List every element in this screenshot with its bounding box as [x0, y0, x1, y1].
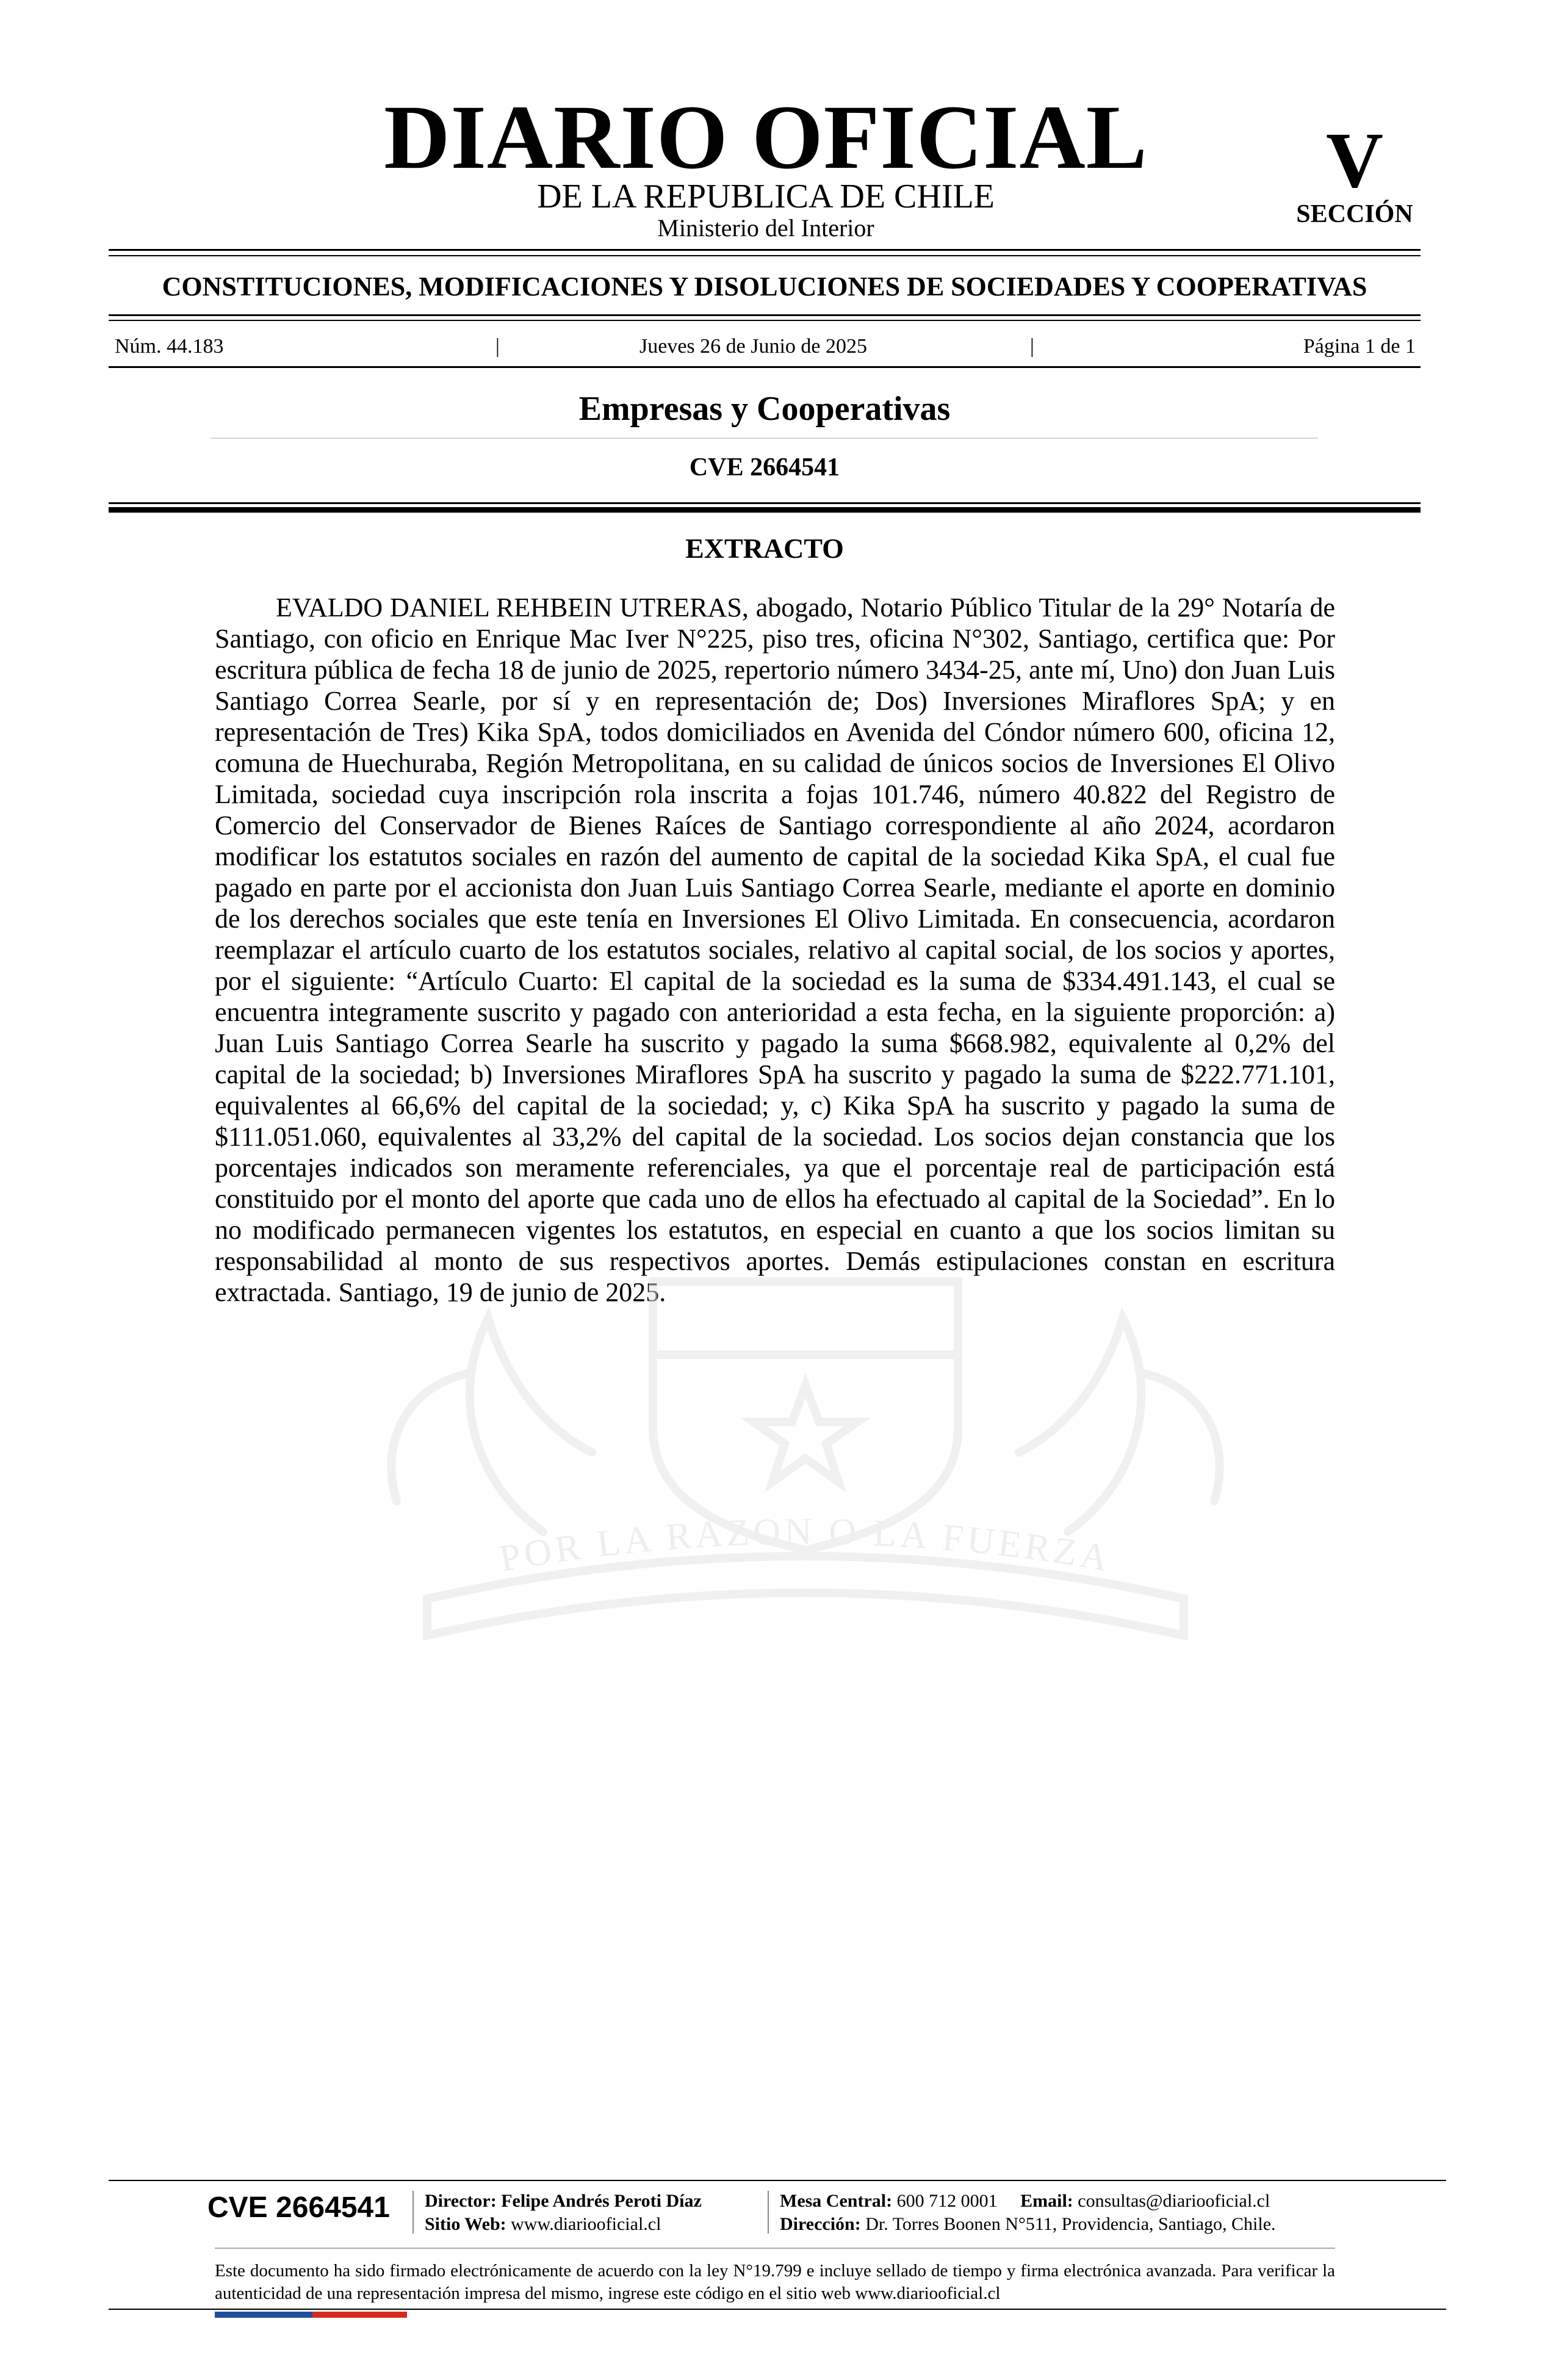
issue-separator: |: [495, 335, 500, 358]
director-label: Director:: [425, 2191, 497, 2211]
phone-number: 600 712 0001: [896, 2191, 998, 2211]
divider: [109, 507, 1421, 513]
divider: [109, 314, 1421, 316]
flag-stripe-red: [312, 2312, 407, 2318]
divider: [211, 438, 1318, 439]
document-body: EVALDO DANIEL REHBEIN UTRERAS, abogado, Notario Público Titular de la 29° Notaría de Santiago, con oficio en Enrique Mac Iver N°225, piso tres, oficina N°302, Santiago, certifica que: Por escritura pública de fecha 18 de junio de 2025, repertorio número 3434-25, ante mí, Uno) don Juan Luis Santiago Correa Searle, por sí y en representación de; Dos) Inversiones Miraflores SpA; y en representación de Tres) Kika SpA, todos domiciliados en Avenida del Cóndor número 600, oficina 12, comuna de Huechuraba, Región Metropolitana, en su calidad de únicos socios de Inversiones El Olivo Limitada, sociedad cuya inscripción rola inscrita a fojas 101.746, número 40.822 del Registro de Comercio del Conservador de Bienes Raíces de Santiago correspondiente al año 2024, acordaron modificar los estatutos sociales en razón del aumento de capital de la sociedad Kika SpA, el cual fue pagado en parte por el accionista don Juan Luis Santiago Correa Searle, mediante el aporte en dominio de los derechos sociales que este tenía en Inversiones El Olivo Limitada. En consecuencia, acordaron reemplazar el artículo cuarto de los estatutos sociales, relativo al capital social, de los socios y aportes, por el siguiente: “Artículo Cuarto: El capital de la sociedad es la suma de $334.491.143, el cual se encuentra integramente suscrito y pagado con anterioridad a esta fecha, en la siguiente proporción: a) Juan Luis Santiago Correa Searle ha suscrito y pagado la suma $668.982, equivalente al 0,2% del capital de la sociedad; b) Inversiones Miraflores SpA ha suscrito y pagado la suma de $222.771.101, equivalentes al 66,6% del capital de la sociedad; y, c) Kika SpA ha suscrito y pagado la suma de $111.051.060, equivalentes al 33,2% del capital de la sociedad. Los socios dejan constancia que los porcentajes indicados son meramente referenciales, ya que el porcentaje real de participación está constituido por el monto del aporte que cada uno de ellos ha efectuado al capital de la Sociedad”. En lo no modificado permanecen vigentes los estatutos, en especial en cuanto a que los socios limitan su responsabilidad al monto de sus respectivos aportes. Demás estipulaciones constan en escritura extractada. Santiago, 19 de junio de 2025.: [215, 593, 1335, 1307]
section-label: SECCIÓN: [1296, 200, 1413, 228]
section-letter: V: [1326, 117, 1383, 204]
newspaper-subtitle: DE LA REPUBLICA DE CHILE: [537, 178, 995, 215]
footer-director-block: [425, 2190, 702, 2236]
footer-contact-block: [780, 2190, 1276, 2236]
signature-notice: Este documento ha sido firmado electrónicamente de acuerdo con la ley N°19.799 e incluye sellado de tiempo y firma electrónica avanzada. Para verificar la autenticidad de una representación impresa del mismo, ingrese este código en el sitio web www.diariooficial.cl: [215, 2261, 1335, 2303]
divider: [109, 502, 1421, 504]
address-value: Dr. Torres Boonen N°511, Providencia, Santiago, Chile.: [865, 2214, 1276, 2234]
ministry-label: Ministerio del Interior: [657, 214, 874, 242]
email-label: Email:: [1020, 2191, 1073, 2211]
issue-separator: |: [1030, 335, 1034, 358]
divider: [109, 249, 1421, 251]
divider: [215, 2248, 1335, 2249]
cve-code: CVE 2664541: [689, 453, 840, 481]
coat-of-arms-watermark: [287, 1245, 1324, 1672]
divider: [109, 2309, 1446, 2310]
footer-separator: [412, 2191, 414, 2234]
category-heading: CONSTITUCIONES, MODIFICACIONES Y DISOLUCIONES DE SOCIEDADES Y COOPERATIVAS: [162, 272, 1367, 301]
issue-date: Jueves 26 de Junio de 2025: [639, 335, 868, 358]
footer-separator: [768, 2191, 769, 2234]
watermark-motto: POR LA RAZON O LA FUERZA: [496, 1510, 1115, 1580]
page-count: Página 1 de 1: [1303, 335, 1416, 358]
phone-label: Mesa Central:: [780, 2191, 893, 2211]
section-title: Empresas y Cooperativas: [578, 390, 951, 428]
website-link[interactable]: www.diariooficial.cl: [511, 2214, 661, 2234]
divider: [109, 2180, 1446, 2181]
divider: [109, 320, 1421, 321]
website-label: Sitio Web:: [425, 2214, 506, 2234]
divider: [109, 366, 1421, 368]
flag-stripe-blue: [215, 2312, 312, 2318]
director-name: Felipe Andrés Peroti Díaz: [501, 2191, 702, 2211]
newspaper-title: DIARIO OFICIAL: [384, 87, 1148, 188]
footer-cve-code: CVE 2664541: [207, 2191, 390, 2224]
issue-bar: [115, 334, 1416, 359]
issue-number: Núm. 44.183: [115, 335, 224, 358]
address-label: Dirección:: [780, 2214, 861, 2234]
email-link[interactable]: consultas@diariooficial.cl: [1078, 2191, 1270, 2211]
document-heading: EXTRACTO: [685, 533, 844, 564]
divider: [109, 255, 1421, 256]
